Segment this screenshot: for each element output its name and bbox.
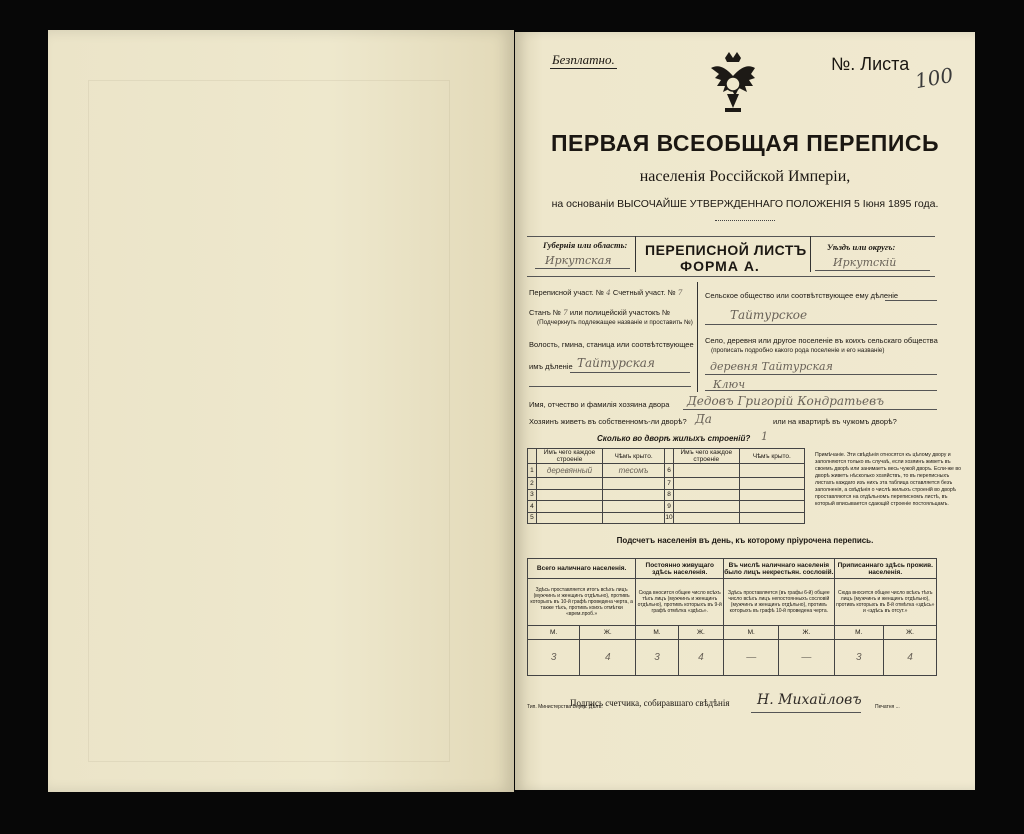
row-num: 4	[528, 501, 537, 512]
legal-basis: на основаніи ВЫСОЧАЙШЕ УТВЕРЖДЕННАГО ПОЛОЖЕНІЯ 5 Іюня 1895 года.	[551, 198, 939, 210]
left-blank-page	[48, 30, 514, 792]
village-note: (прописать подробно какого рода поселеніе и его названіе)	[711, 347, 885, 354]
district-label: Уѣздъ или округъ:	[827, 242, 896, 252]
camp-label: Станъ №	[529, 308, 561, 317]
row-num: 2	[528, 478, 537, 489]
registered-zh: 4	[883, 639, 936, 675]
apartment-label: или на квартирѣ въ чужомъ дворѣ?	[773, 417, 897, 426]
free-label: Безплатно.	[552, 52, 615, 67]
row-num: 10	[665, 512, 674, 523]
census-section-field	[529, 288, 683, 297]
village-underline-2	[705, 390, 937, 391]
district-underline	[815, 270, 930, 271]
village-value-2: Ключ	[713, 378, 746, 391]
volost-label: Волость, гмина, станица или соотвѣтствующее	[529, 340, 694, 349]
volost-underline	[570, 372, 690, 373]
summary-header-3: Въ числѣ наличнаго населенія было лицъ некрестьян. сословій.	[724, 559, 834, 579]
signature-underline	[751, 712, 861, 713]
sub-zh: Ж.	[580, 625, 636, 639]
village-label: Село, деревня или другое поселеніе въ коихъ сельскаго общества	[705, 336, 938, 345]
camp-field	[529, 308, 670, 317]
sub-zh: Ж.	[779, 625, 834, 639]
owner-label: Имя, отчество и фамилія хозяина двора	[529, 400, 670, 409]
society-label: Сельское общество или соотвѣтствующее ему дѣленіе	[705, 291, 899, 300]
form-subtitle: населенія Россійской Имперіи,	[639, 168, 851, 185]
society-line-end	[885, 300, 937, 301]
table-row	[528, 464, 805, 478]
table-row	[528, 625, 937, 639]
form-name: ПЕРЕПИСНОЙ ЛИСТЪ	[645, 242, 807, 258]
summary-header-1: Всего наличнаго населенія.	[528, 559, 636, 579]
list-number-label	[831, 54, 909, 75]
underline-note: (Подчеркнуть подлежащее названіе и проставить №)	[537, 319, 693, 326]
header-top-rule	[527, 236, 935, 237]
header-bottom-rule	[527, 276, 935, 277]
census-section-label: Переписной участ. №	[529, 288, 604, 297]
summary-header-2: Постоянно живущаго здѣсь населенія.	[636, 559, 724, 579]
header-sep-right	[810, 236, 811, 272]
fields-divider	[697, 282, 698, 392]
society-value: Тайтурское	[730, 308, 808, 322]
census-section-value: 4	[605, 288, 611, 297]
show-through-ghost	[88, 80, 450, 762]
footer-left: Тип. Министерства Внутр. Дѣлъ.	[527, 704, 603, 710]
nonpeasant-zh: —	[779, 639, 834, 675]
signature-value: Н. Михайловъ	[757, 692, 862, 708]
sub-m: М.	[834, 625, 883, 639]
table-row	[528, 512, 805, 523]
list-label: №. Листа	[831, 54, 910, 74]
owner-underline	[683, 409, 937, 410]
village-value: деревня Тайтурская	[710, 360, 833, 373]
total-m: 3	[528, 639, 580, 675]
footer-right: Печатня ...	[875, 704, 900, 710]
volost-label-2: имъ дѣленіе	[529, 362, 573, 371]
province-label: Губернія или область:	[543, 240, 628, 250]
row-num: 8	[665, 489, 674, 500]
sub-zh: Ж.	[883, 625, 936, 639]
table-row	[528, 489, 805, 500]
society-underline	[705, 324, 937, 325]
signature-label: Подпись счетчика, собиравшаго свѣдѣнія	[570, 698, 730, 708]
row-num: 1	[528, 464, 537, 478]
buildings-col2: Чѣмъ крыто.	[603, 449, 665, 464]
table-row	[528, 501, 805, 512]
registered-m: 3	[834, 639, 883, 675]
resident-zh: 4	[678, 639, 723, 675]
list-number-pencil: 100	[913, 62, 955, 94]
count-section-value: 7	[677, 288, 683, 297]
count-section-label: Счетный участ. №	[612, 288, 676, 297]
volost-underline-2	[529, 386, 691, 387]
summary-title: Подсчетъ населенія въ день, къ которому пріурочена перепись.	[616, 536, 874, 545]
buildings-note: Примѣчаніе. Эти свѣдѣнія относятся къ цѣлому двору и заполняются только въ случаѣ, если хозяинъ живетъ въ своемъ дворѣ или занимаетъ весь чужой дворъ. Если-же во дворѣ живетъ нѣсколько хозяйствъ, то въ переписныхъ листахъ каждаго изъ нихъ эта таблица оставляется безъ заполненія, а свѣдѣнія о числѣ жилыхъ строеній во дворѣ проставляются на отдѣльномъ переписномъ листѣ, въ который вписывается сдающій строеніе постояльцамъ.	[815, 452, 961, 507]
buildings-table	[527, 448, 805, 524]
summary-desc-4: Сюда вносится общее число всѣхъ тѣхъ лицъ (мужчинъ и женщинъ отдѣльно), противъ которыхъ въ 8-й отмѣтка «здѣсь» и «здѣсь въ отсут.»	[834, 579, 937, 625]
own-house-value: Да	[695, 412, 712, 426]
buildings-col1: Имъ чего каждое строеніе	[536, 449, 602, 464]
sub-m: М.	[636, 625, 678, 639]
summary-desc-2: Сюда вносится общее число всѣхъ тѣхъ лицъ (мужчинъ и женщинъ отдѣльно), противъ которыхъ въ 9-й графѣ отмѣтка «здѣсь».	[636, 579, 724, 625]
buildings-col4: Чѣмъ крыто.	[739, 449, 804, 464]
district-value: Иркутскій	[833, 256, 897, 269]
ornament-divider	[715, 220, 775, 221]
nonpeasant-m: —	[724, 639, 779, 675]
summary-desc-3: Здѣсь проставляется (въ графы 6-й) общее число всѣхъ лицъ непостоянныхъ сословій (мужчинъ и женщинъ отдѣльно), противъ которыхъ въ графѣ 10-й проведена черта.	[724, 579, 834, 625]
row-num: 7	[665, 478, 674, 489]
row-num: 3	[528, 489, 537, 500]
imperial-eagle-icon	[705, 50, 761, 116]
row-num: 9	[665, 501, 674, 512]
resident-m: 3	[636, 639, 678, 675]
buildings-value: 1	[761, 430, 768, 443]
building-what: деревянный	[536, 464, 602, 478]
village-underline	[705, 374, 937, 375]
header-sep-left	[635, 236, 636, 272]
table-row	[528, 478, 805, 489]
sub-m: М.	[528, 625, 580, 639]
police-label: или полицейскій участокъ №	[569, 308, 671, 317]
province-underline	[535, 268, 630, 269]
total-zh: 4	[580, 639, 636, 675]
sub-m: М.	[724, 625, 779, 639]
owner-value: Дедовъ Григорій Кондратьевъ	[687, 394, 885, 408]
building-roof: тесомъ	[603, 464, 665, 478]
summary-desc-1: Здѣсь проставляется итогъ всѣхъ лицъ (мужчинъ и женщинъ отдѣльно), противъ которыхъ въ 10-й графѣ проведена черта, а также тѣхъ, противъ коихъ отмѣтки «врем.проб.»	[528, 579, 636, 625]
form-title: ПЕРВАЯ ВСЕОБЩАЯ ПЕРЕПИСЬ	[550, 130, 940, 156]
summary-header-4: Приписаннаго здѣсь прожив. населенія.	[834, 559, 937, 579]
province-value: Иркутская	[545, 254, 612, 267]
buildings-question: Сколько во дворѣ жилыхъ строеній?	[597, 434, 751, 443]
row-num: 6	[665, 464, 674, 478]
form-code: ФОРМА А.	[680, 258, 760, 274]
census-form-page	[515, 32, 975, 790]
sub-zh: Ж.	[678, 625, 723, 639]
summary-table	[527, 558, 937, 676]
volost-value: Тайтурская	[577, 356, 655, 370]
camp-value: 7	[563, 308, 568, 317]
row-num: 5	[528, 512, 537, 523]
own-house-label: Хозяинъ живетъ въ собственномъ-ли дворѣ?	[529, 417, 687, 426]
buildings-col3: Имъ чего каждое строеніе	[673, 449, 739, 464]
table-row	[528, 639, 937, 675]
